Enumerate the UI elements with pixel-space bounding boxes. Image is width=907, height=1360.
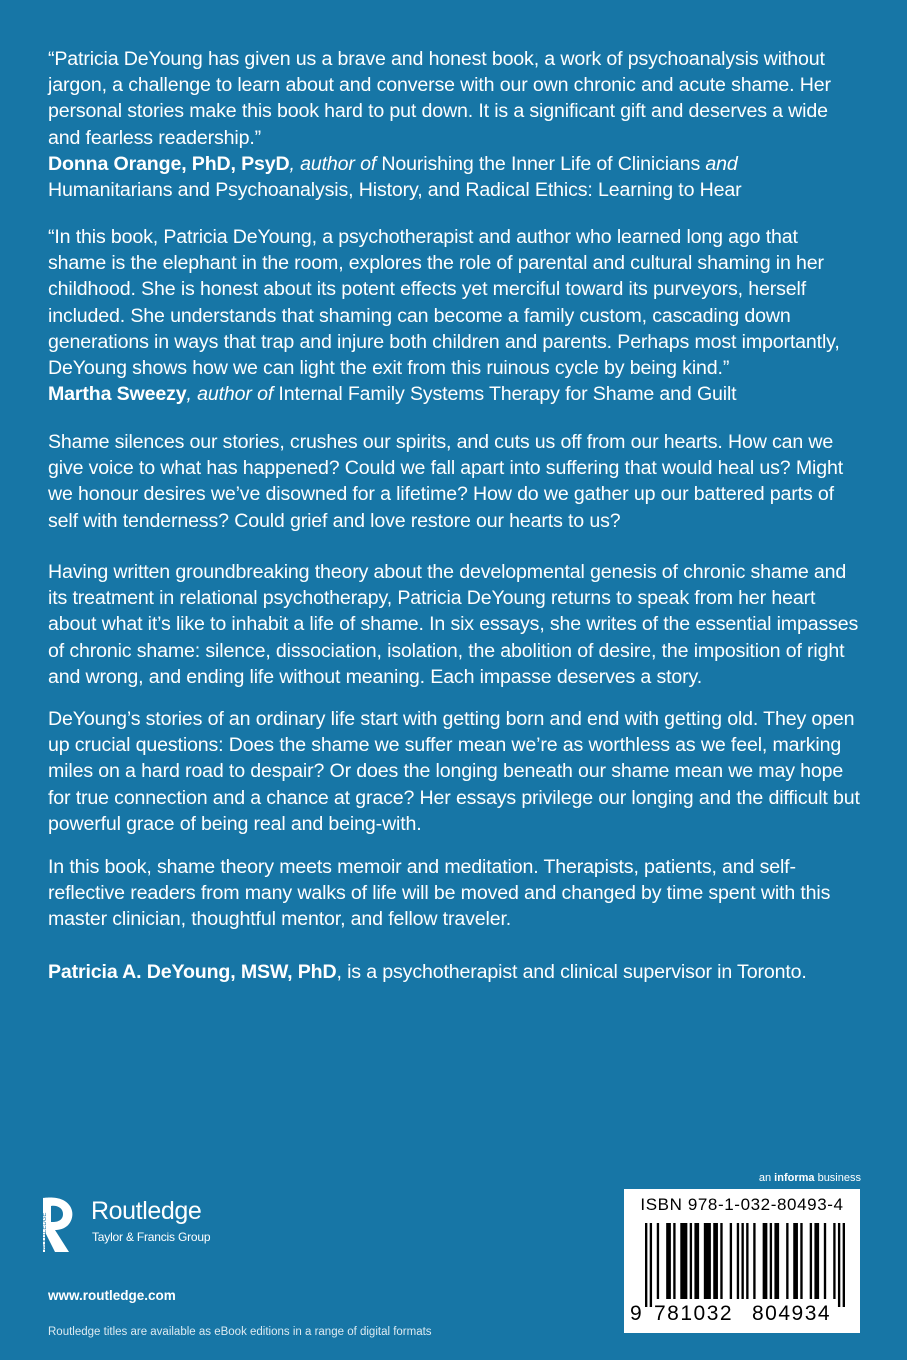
barcode-bar — [833, 1223, 835, 1299]
quote-and: and — [700, 152, 738, 175]
description-text: In this book, shame theory meets memoir and meditation. Therapists, patients, and self-reflective readers from many walks of life will be moved and changed by time spent with this master clinician, thoughtful mentor, and fellow traveler. — [48, 856, 831, 931]
barcode-digits-right: 804934 — [752, 1302, 832, 1325]
endorsement-quote-1 — [48, 46, 860, 203]
author-description: , is a psychotherapist and clinical supervisor in Toronto. — [336, 961, 807, 983]
isbn-barcode — [624, 1189, 860, 1333]
barcode-bar — [650, 1223, 652, 1307]
barcode-digits-left: 781032 — [654, 1302, 734, 1325]
barcode-bar — [666, 1223, 671, 1299]
barcode-bar — [746, 1223, 748, 1299]
endorsement-quote-2 — [48, 224, 860, 407]
barcode-bar — [690, 1223, 692, 1299]
isbn-label: ISBN 978-1-032-80493-4 — [640, 1195, 844, 1214]
description-text: Shame silences our stories, crushes our spirits, and cuts us off from our hearts. How can we give voice to what has happened? Could we fall apart into suffering that would heal us? Might we honour desires we’ve disowned for a lifetime? How do we gather up our battered parts of self with tenderness? Could grief and love restore our hearts to us? — [48, 431, 843, 532]
quote-author-of: , author of — [186, 383, 279, 406]
barcode-bar — [814, 1223, 819, 1299]
barcode-bar — [824, 1223, 826, 1299]
publisher-name: Routledge — [91, 1197, 202, 1225]
description-text: Having written groundbreaking theory about the developmental genesis of chronic shame and its treatment in relational psychotherapy, Patricia DeYoung returns to speak from her heart about what it’s like to inhabit a life of shame. In six essays, she writes of the essential impasses of chronic shame: silence, dissociation, isolation, the abolition of desire, the imposition of right and wrong, and ending life without meaning. Each impasse deserves a story. — [48, 561, 859, 688]
quote-work-1: Internal Family Systems Therapy for Shame and Guilt — [278, 383, 737, 406]
barcode-bar — [737, 1223, 739, 1299]
barcode-bar — [838, 1223, 840, 1307]
quote-credit — [48, 381, 860, 407]
author-bio — [48, 959, 860, 985]
barcode-bar — [645, 1223, 647, 1307]
quote-text: “In this book, Patricia DeYoung, a psychotherapist and author who learned long ago that shame is the elephant in the room, explores the role of parental and cultural shaming in her childhood. She is honest about its potent effects yet merciful toward its purveyors, herself included. She understands that shaming can become a family custom, cascading down generations in ways that trap and injure both children and parents. Perhaps most importantly, DeYoung shows how we can light the exit from this ruinous cycle by being kind.” — [48, 226, 840, 380]
barcode-bar — [713, 1223, 718, 1299]
description-paragraph — [48, 559, 860, 690]
informa-suffix: business — [814, 1172, 861, 1184]
routledge-logo-icon — [41, 1194, 83, 1254]
quote-author-of: , author of — [289, 152, 382, 175]
barcode-bar — [704, 1223, 711, 1299]
publisher-logo — [41, 1194, 301, 1264]
informa-brand: informa — [774, 1172, 815, 1184]
author-bio-text — [48, 959, 860, 985]
barcode-bar — [720, 1223, 722, 1299]
quote-author: Martha Sweezy — [48, 383, 187, 406]
barcode-bar — [680, 1223, 687, 1299]
informa-business-label — [759, 1172, 861, 1184]
barcode-bar — [810, 1223, 812, 1299]
barcode-bar — [800, 1223, 802, 1299]
quote-text: “Patricia DeYoung has given us a brave and honest book, a work of psychoanalysis without jargon, a challenge to learn about and converse with our own chronic and acute shame. Her personal stories make this book hard to put down. It is a significant gift and deserves a wide and fearless readership.” — [48, 48, 831, 149]
barcode-bar — [673, 1223, 675, 1299]
barcode-bar — [694, 1223, 699, 1299]
publisher-group: Taylor & Francis Group — [92, 1230, 211, 1244]
barcode-bar — [770, 1223, 772, 1299]
author-name: Patricia A. DeYoung, MSW, PhD — [48, 961, 337, 983]
description-text: DeYoung’s stories of an ordinary life start with getting born and end with getting old. They open up crucial questions: Does the shame we suffer mean we’re as worthless as we feel, marking miles on a hard road to despair? Or does the longing beneath our shame mean we may hope for true connection and a chance at grace? Her essays privilege our longing and the difficult but powerful grace of being real and being-with. — [48, 708, 860, 835]
barcode-bar — [763, 1223, 768, 1299]
quote-work-2: Humanitarians and Psychoanalysis, History, and Radical Ethics: Learning to Hear — [48, 179, 742, 202]
quote-author: Donna Orange, PhD, PsyD — [48, 152, 290, 175]
publisher-website: www.routledge.com — [48, 1288, 176, 1303]
barcode-bar — [741, 1223, 743, 1299]
quote-credit — [48, 151, 860, 203]
barcode-bar — [786, 1223, 788, 1299]
barcode-bar — [843, 1223, 845, 1307]
barcode-bar — [657, 1223, 659, 1299]
barcode-bar — [793, 1223, 798, 1299]
barcode-bars — [645, 1223, 845, 1307]
logo-letters: ROUTLEDGE — [42, 1212, 48, 1250]
description-paragraph — [48, 706, 860, 837]
ebook-note: Routledge titles are available as eBook editions in a range of digital formats — [48, 1326, 432, 1338]
barcode-bar — [774, 1223, 779, 1299]
description-paragraph — [48, 429, 860, 534]
informa-prefix: an — [758, 1172, 775, 1184]
description-paragraph — [48, 854, 860, 933]
quote-work-1: Nourishing the Inner Life of Clinicians — [381, 152, 701, 175]
barcode-bar — [730, 1223, 732, 1299]
barcode-digit-first: 9 — [630, 1302, 644, 1325]
barcode-bar — [753, 1223, 755, 1299]
